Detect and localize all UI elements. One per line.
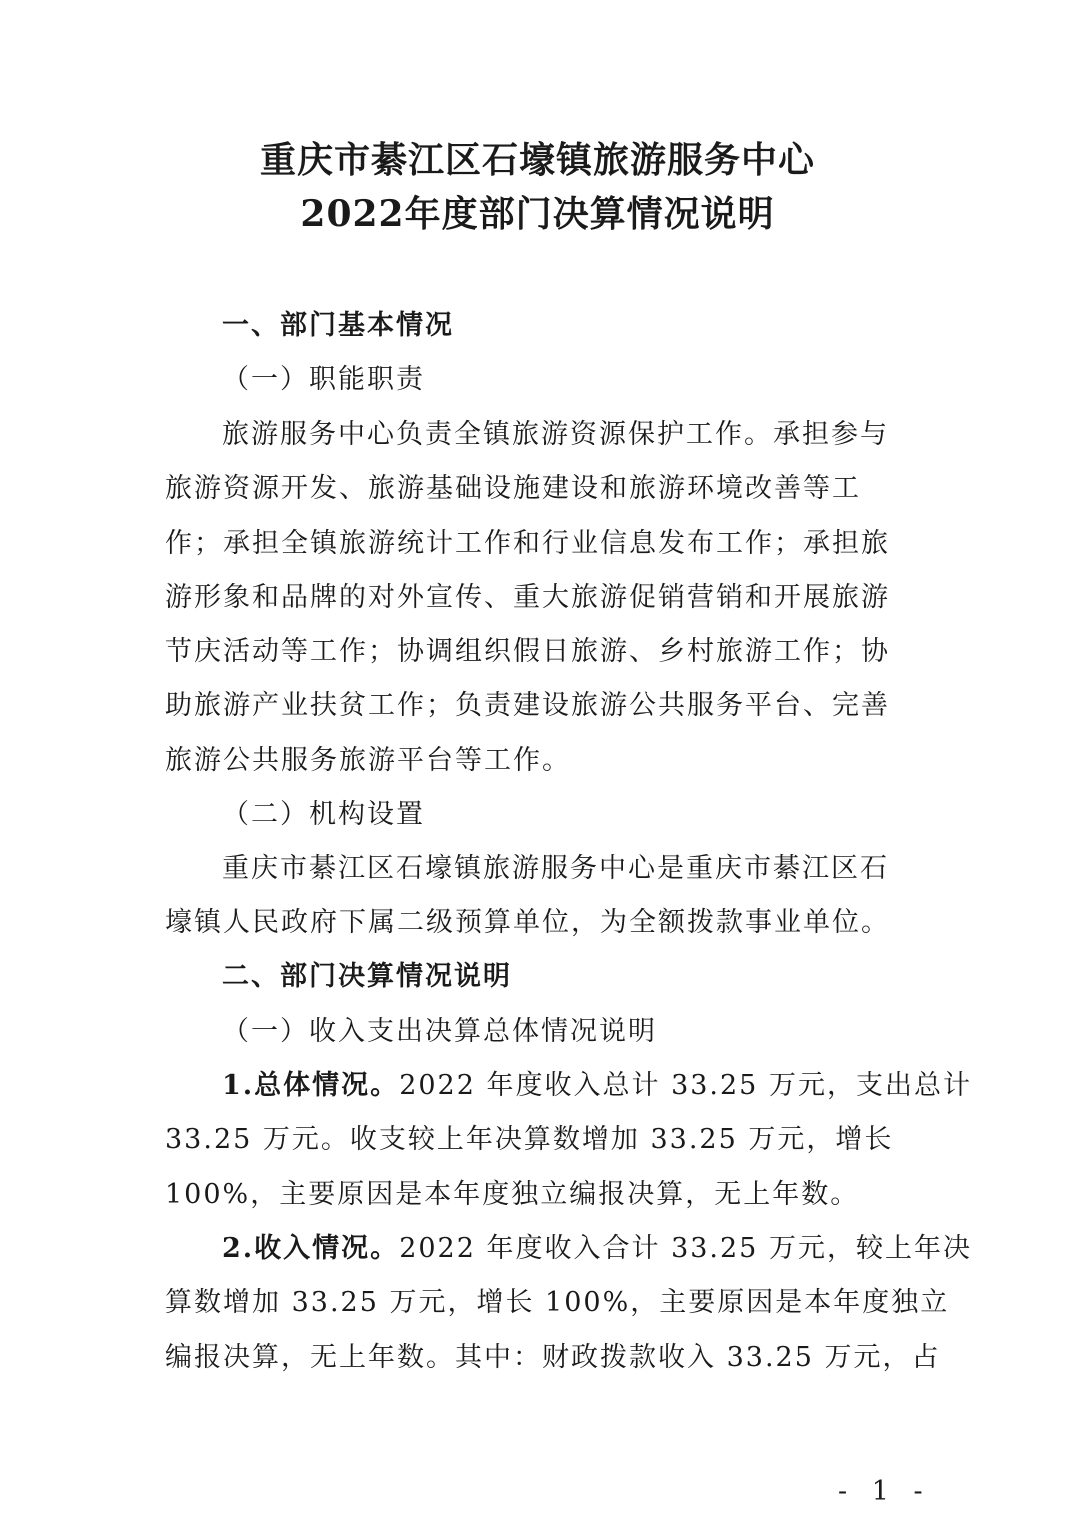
duty-paragraph-line: 旅游公共服务旅游平台等工作。 bbox=[165, 745, 571, 776]
document-title-line1: 重庆市綦江区石壕镇旅游服务中心 bbox=[259, 139, 815, 181]
income-paragraph-line: 算数增加 33.25 万元，增长 100%，主要原因是本年度独立 bbox=[165, 1287, 950, 1318]
overall-text: 2022 年度收入总计 33.25 万元，支出总计 bbox=[399, 1070, 972, 1101]
duty-paragraph-line: 节庆活动等工作；协调组织假日旅游、乡村旅游工作；协 bbox=[165, 636, 890, 667]
income-paragraph-line: 编报决算，无上年数。其中：财政拨款收入 33.25 万元，占 bbox=[165, 1342, 941, 1373]
org-paragraph-line: 壕镇人民政府下属二级预算单位，为全额拨款事业单位。 bbox=[165, 907, 890, 938]
sub2-heading: （二）机构设置 bbox=[222, 799, 425, 830]
page-number: - 1 - bbox=[838, 1476, 931, 1507]
overall-paragraph-line: 33.25 万元。收支较上年决算数增加 33.25 万元，增长 bbox=[165, 1124, 894, 1155]
org-paragraph-line: 重庆市綦江区石壕镇旅游服务中心是重庆市綦江区石 bbox=[222, 853, 889, 884]
duty-paragraph-line: 助旅游产业扶贫工作；负责建设旅游公共服务平台、完善 bbox=[165, 690, 890, 721]
duty-paragraph-line: 游形象和品牌的对外宣传、重大旅游促销营销和开展旅游 bbox=[165, 582, 890, 613]
document-title-line2: 2022年度部门决算情况说明 bbox=[300, 193, 775, 235]
income-label: 2.收入情况。 bbox=[222, 1233, 400, 1264]
sub3-heading: （一）收入支出决算总体情况说明 bbox=[222, 1016, 657, 1047]
section1-heading: 一、部门基本情况 bbox=[222, 310, 454, 341]
section2-heading: 二、部门决算情况说明 bbox=[222, 961, 512, 992]
duty-paragraph-line: 旅游资源开发、旅游基础设施建设和旅游环境改善等工 bbox=[165, 473, 861, 504]
sub1-heading: （一）职能职责 bbox=[222, 364, 425, 395]
duty-paragraph-line: 作；承担全镇旅游统计工作和行业信息发布工作；承担旅 bbox=[165, 528, 890, 559]
overall-paragraph-line: 100%，主要原因是本年度独立编报决算，无上年数。 bbox=[165, 1179, 860, 1210]
overall-paragraph-line bbox=[222, 1069, 972, 1103]
income-paragraph-line bbox=[222, 1232, 972, 1266]
overall-label: 1.总体情况。 bbox=[222, 1070, 400, 1101]
income-text: 2022 年度收入合计 33.25 万元，较上年决 bbox=[399, 1233, 972, 1264]
duty-paragraph-line: 旅游服务中心负责全镇旅游资源保护工作。承担参与 bbox=[222, 419, 889, 450]
